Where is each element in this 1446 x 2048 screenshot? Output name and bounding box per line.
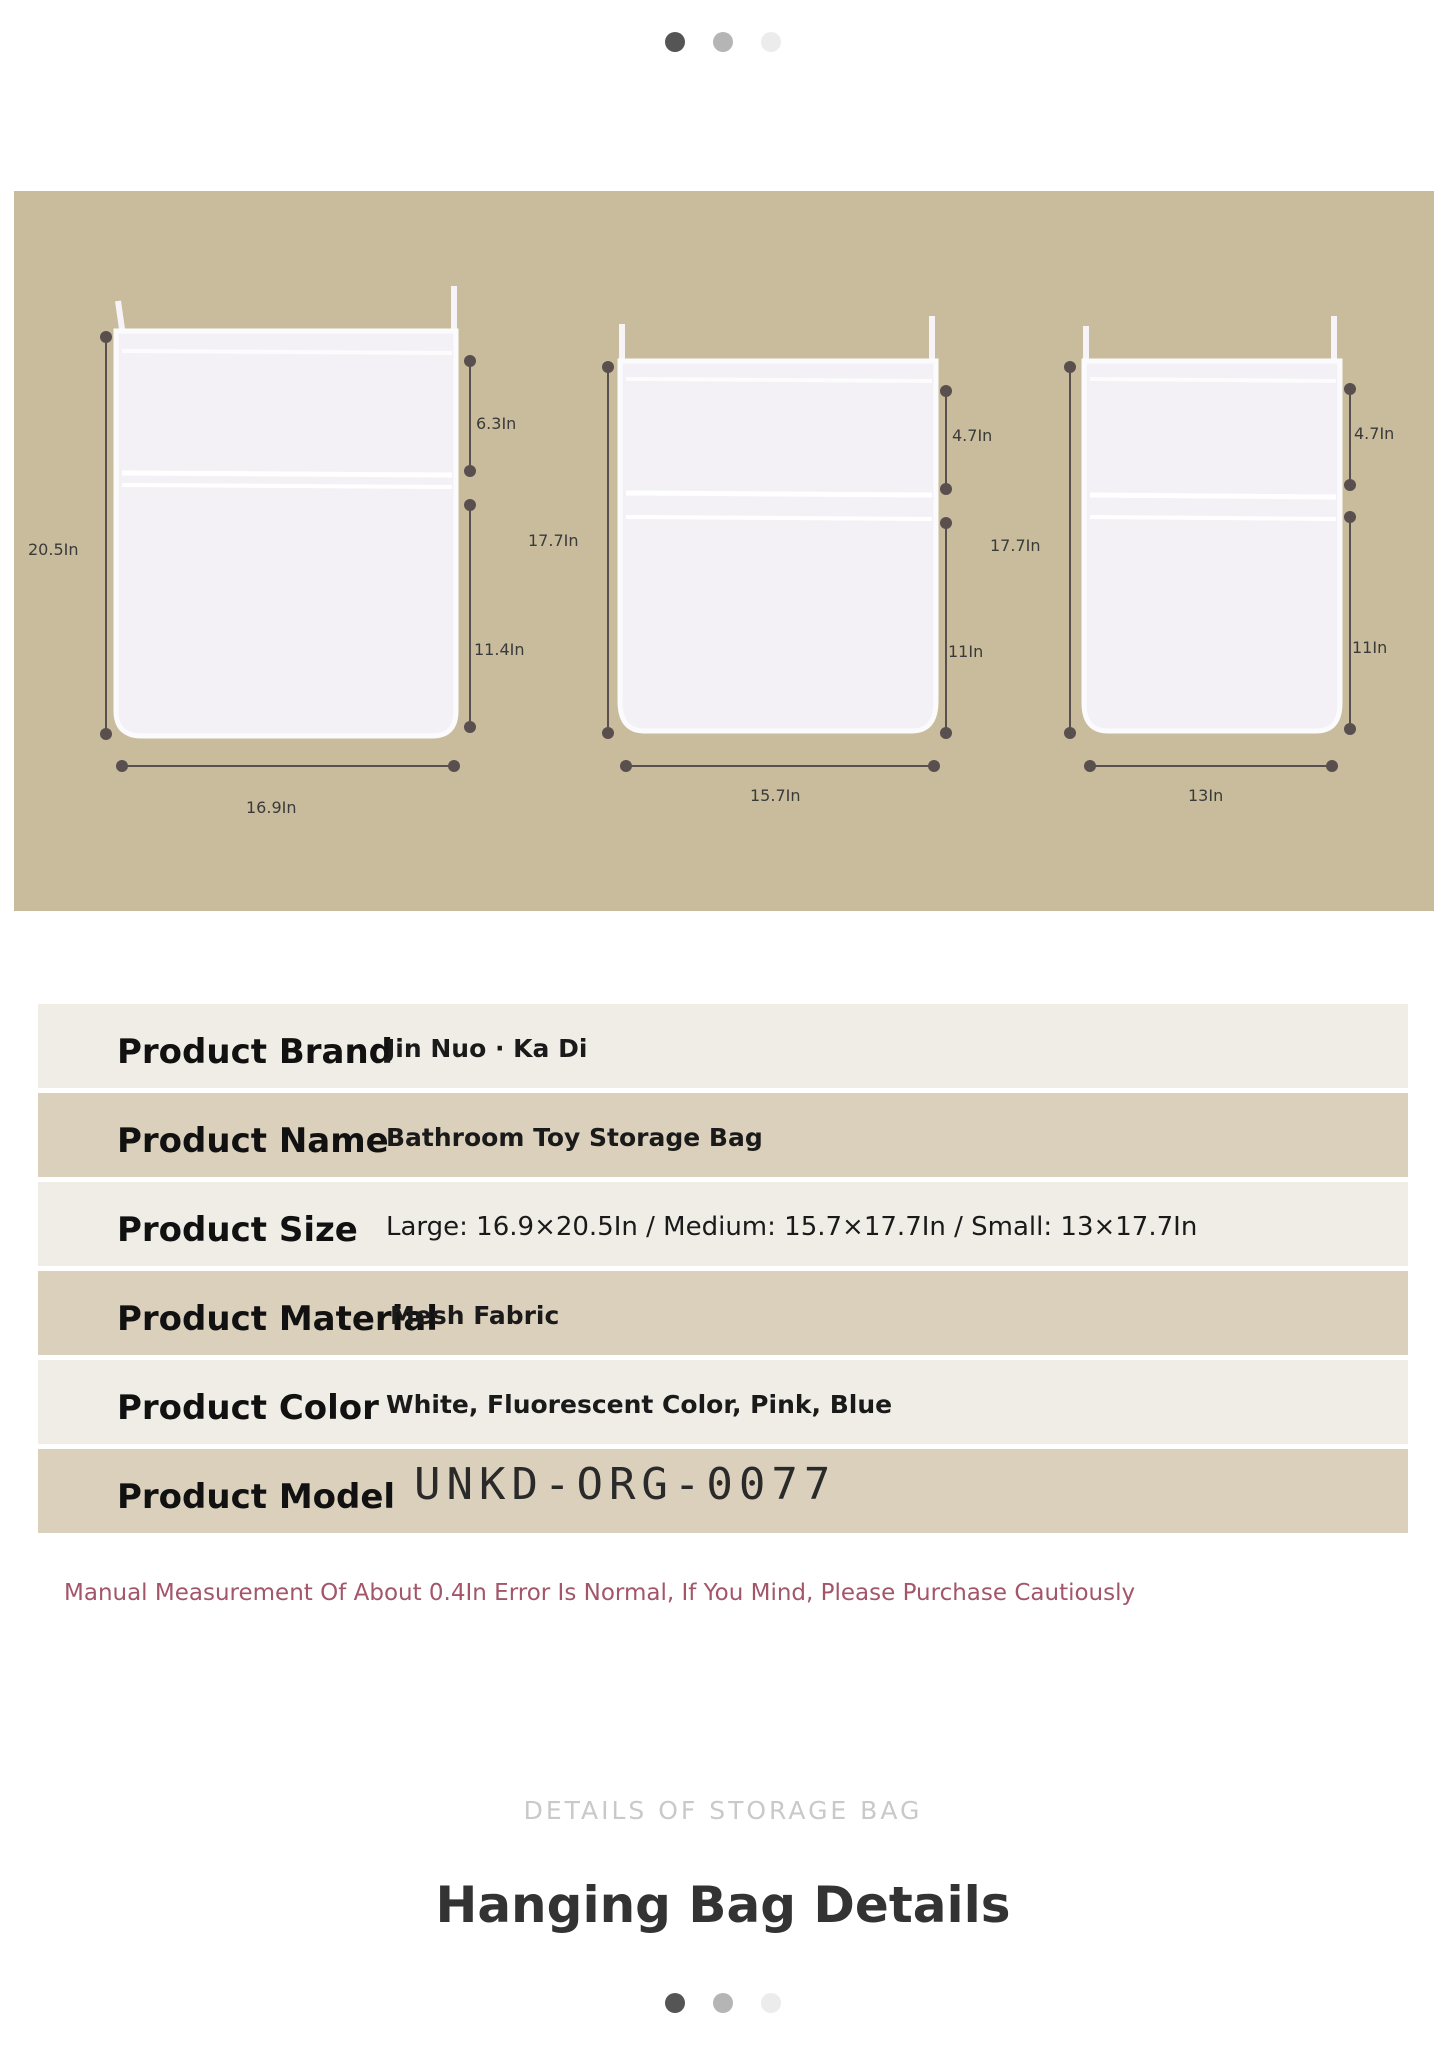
spec-row-color bbox=[38, 1360, 1408, 1444]
medium-width-label: 15.7In bbox=[750, 786, 801, 805]
product-spec-table bbox=[38, 1004, 1408, 1538]
medium-top-pocket-label: 4.7In bbox=[952, 426, 993, 445]
large-bag bbox=[28, 286, 524, 817]
carousel-dot-2[interactable] bbox=[713, 32, 733, 52]
spec-label: Product Material bbox=[117, 1299, 438, 1339]
carousel-indicator-top bbox=[0, 32, 1446, 52]
medium-bottom-pocket-label: 11In bbox=[948, 642, 984, 661]
carousel-indicator-bottom bbox=[0, 1993, 1446, 2013]
spec-row-brand bbox=[38, 1004, 1408, 1088]
carousel-dot-1[interactable] bbox=[665, 1993, 685, 2013]
spec-label: Product Size bbox=[117, 1210, 358, 1250]
spec-label: Product Name bbox=[117, 1121, 389, 1161]
section-subtitle: DETAILS OF STORAGE BAG bbox=[523, 1796, 923, 1825]
spec-row-size bbox=[38, 1182, 1408, 1266]
spec-label: Product Model bbox=[117, 1477, 396, 1517]
product-size-image bbox=[14, 191, 1434, 911]
spec-value: Jin Nuo · Ka Di bbox=[386, 1034, 588, 1063]
small-width-label: 13In bbox=[1188, 786, 1224, 805]
small-bottom-pocket-label: 11In bbox=[1352, 638, 1388, 657]
spec-row-model bbox=[38, 1449, 1408, 1533]
large-top-pocket-label: 6.3In bbox=[476, 414, 517, 433]
section-title: Hanging Bag Details bbox=[435, 1876, 1011, 1934]
carousel-dot-2[interactable] bbox=[713, 1993, 733, 2013]
spec-row-material bbox=[38, 1271, 1408, 1355]
spec-label: Product Brand bbox=[117, 1032, 394, 1072]
carousel-dot-3[interactable] bbox=[761, 1993, 781, 2013]
carousel-dot-1[interactable] bbox=[665, 32, 685, 52]
small-bag bbox=[990, 316, 1394, 805]
spec-row-name bbox=[38, 1093, 1408, 1177]
medium-height-label: 17.7In bbox=[528, 531, 579, 550]
spec-value: Large: 16.9×20.5In / Medium: 15.7×17.7In / Small: 13×17.7In bbox=[386, 1212, 1198, 1242]
carousel-dot-3[interactable] bbox=[761, 32, 781, 52]
large-bottom-pocket-label: 11.4In bbox=[474, 640, 525, 659]
spec-label: Product Color bbox=[117, 1388, 379, 1428]
large-height-label: 20.5In bbox=[28, 540, 79, 559]
large-width-label: 16.9In bbox=[246, 798, 297, 817]
spec-value: White, Fluorescent Color, Pink, Blue bbox=[386, 1390, 893, 1419]
small-height-label: 17.7In bbox=[990, 536, 1041, 555]
spec-value: Mesh Fabric bbox=[390, 1301, 560, 1330]
medium-bag bbox=[528, 316, 992, 805]
spec-value: Bathroom Toy Storage Bag bbox=[386, 1123, 763, 1152]
spec-value: UNKD-ORG-0077 bbox=[414, 1459, 837, 1510]
bag-dimension-diagram bbox=[14, 191, 1434, 911]
small-top-pocket-label: 4.7In bbox=[1354, 424, 1395, 443]
measurement-disclaimer: Manual Measurement Of About 0.4In Error Is Normal, If You Mind, Please Purchase Cautiously bbox=[64, 1580, 1136, 1606]
